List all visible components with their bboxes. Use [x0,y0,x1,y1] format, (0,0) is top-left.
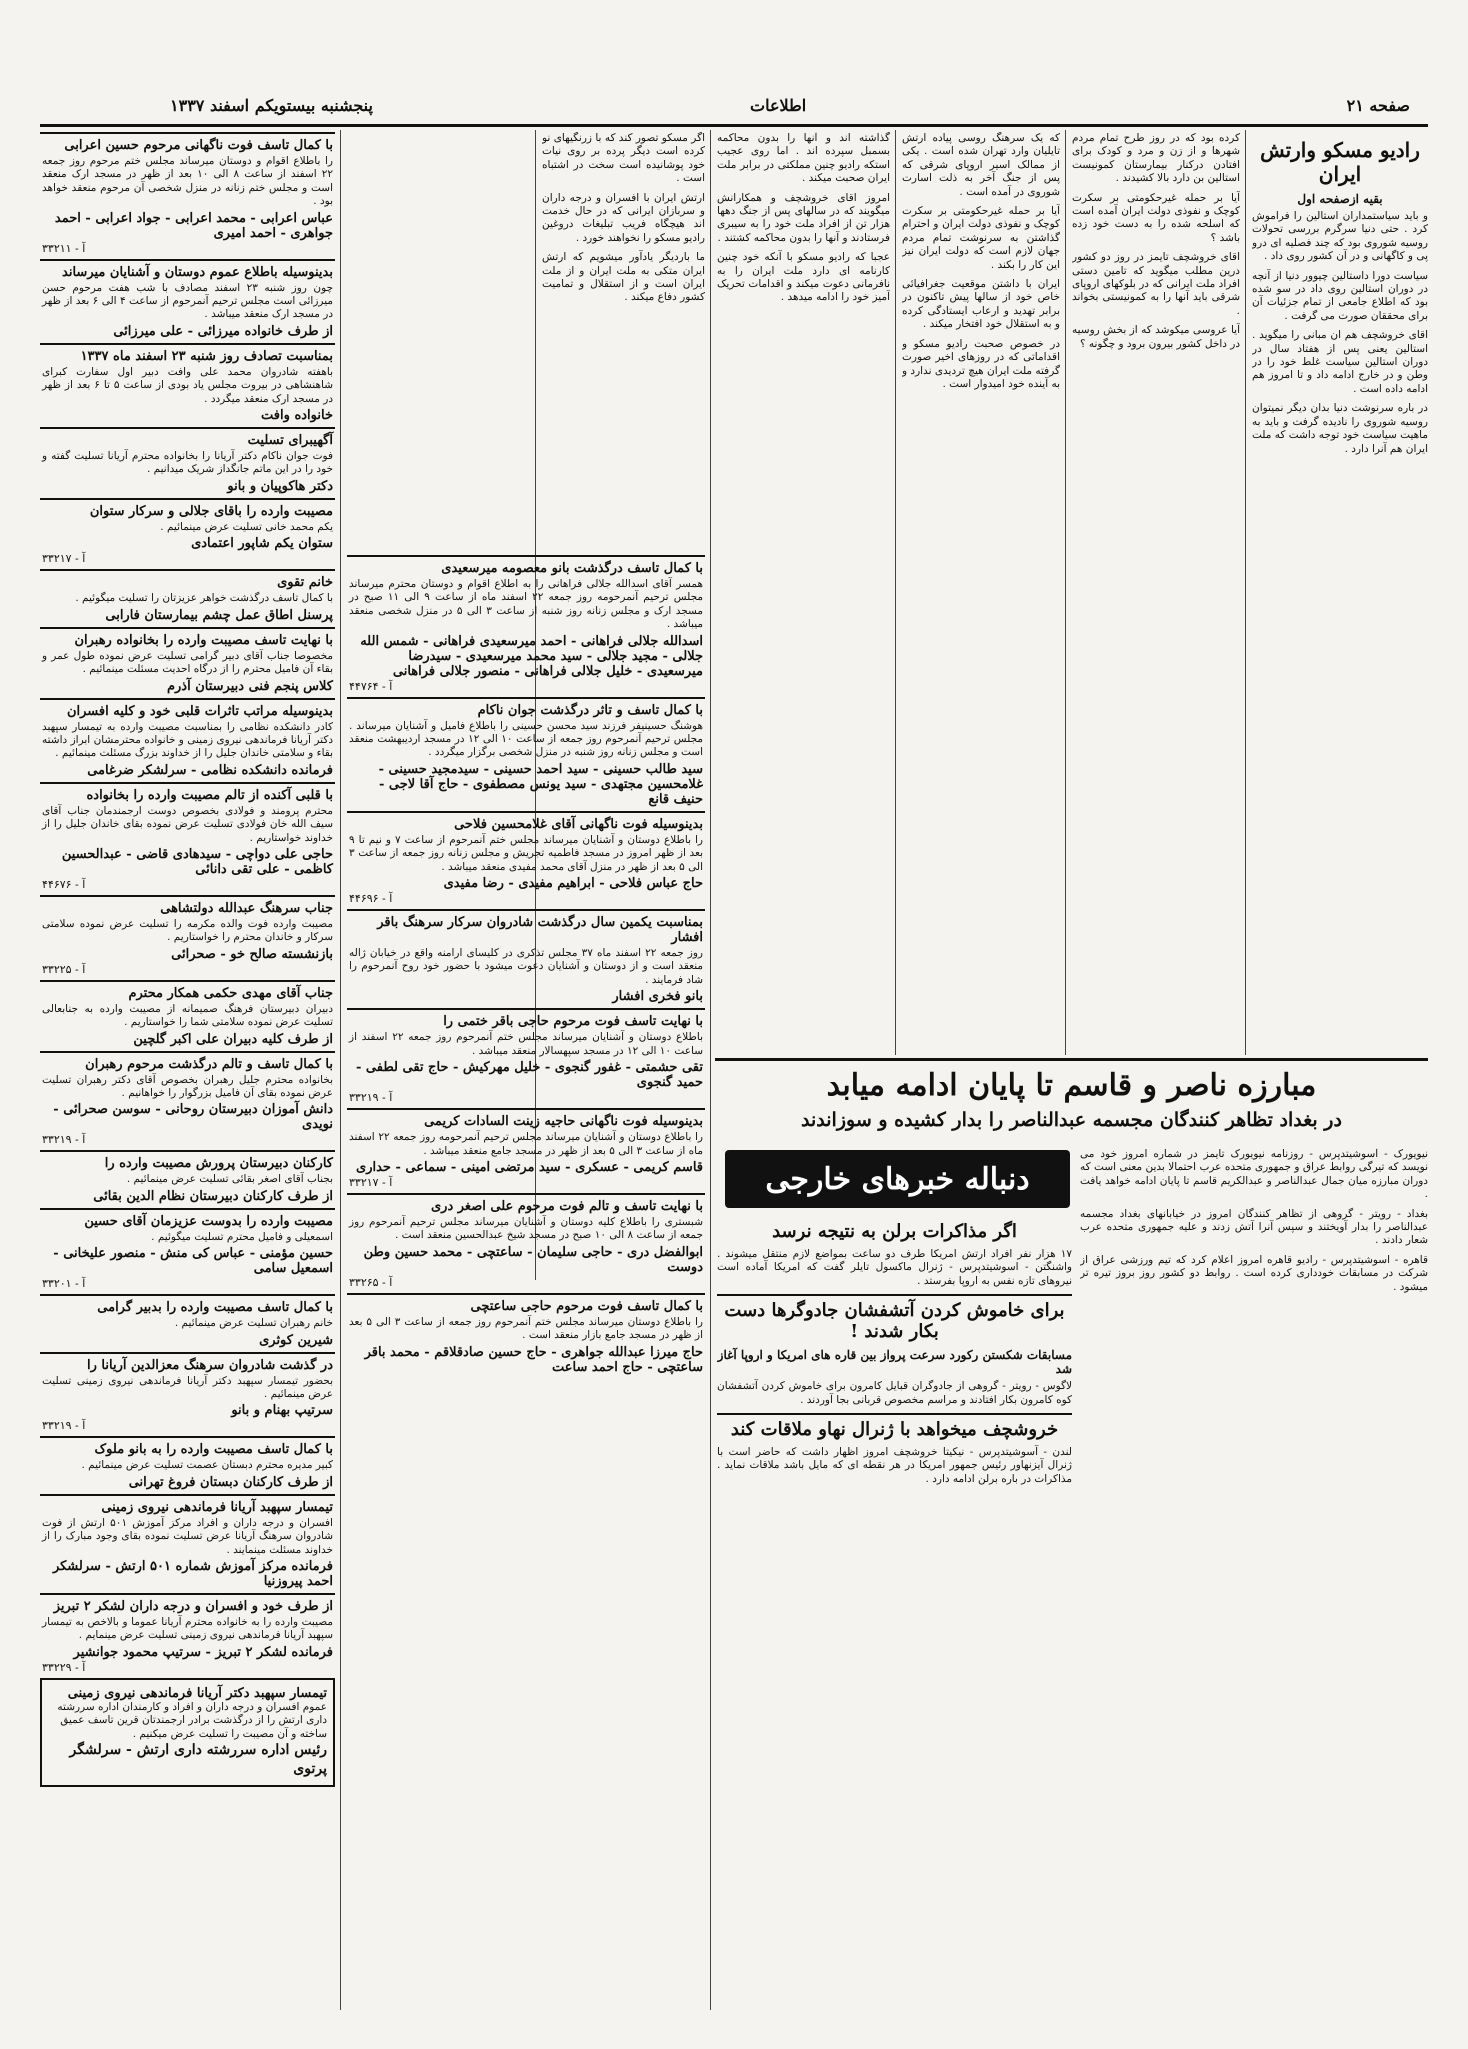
notice-body: را باطلاع اقوام و دوستان میرساند مجلس ختم مرحوم روز جمعه ۲۲ اسفند از ساعت ۸ الی ۱۰ بعد از ظهر در مسجد ارک منعقد است و مجلس ختم زنانه در منزل شخصی آن مرحوم منعقد خواهد بود . [42,155,334,208]
notice-body: افسران و درجه داران و افراد مرکز آموزش ۵۰۱ ارتش از فوت شادروان سرهنگ آریانا عرض تسلیت نموده بقای وجود مبارک را از خداوند مسئلت مینمایند . [42,1516,333,1556]
main-headline-block [715,1064,1428,1137]
notice-ref: آ - ۴۴۶۹۶ [349,892,393,906]
notice-signature: تقی حشمتی - غفور گنجوی - خلیل مهرکیش - حاج تقی لطفی - حمید گنجوی [356,1060,703,1091]
story-headline: خروشچف میخواهد با ژنرال نهاو ملاقات کند [717,1413,1072,1440]
notice-signature: دانش آموزان دبیرستان روحانی - سوسن صحرائی - نویدی [53,1102,333,1133]
foreign-news-stories [717,1215,1072,2025]
notice-signature: خانواده وافت [261,408,333,424]
column-rule [1065,130,1066,1055]
mid-article [902,132,1060,1052]
notice-title: از طرف خود و افسران و درجه داران لشکر ۲ تبریز [53,1599,333,1615]
obituary-notice [40,980,335,1051]
notice-body: فوت جوان ناکام دکتر آریانا را بخانواده محترم آریانا تسلیت گفته و خود را در این ماتم جانگداز شریک میدانیم . [42,450,333,476]
notice-signature: از طرف کارکنان دبستان فروغ تهرانی [128,1474,333,1490]
notice-title: کارکنان دبیرستان پرورش مصیبت وارده را [104,1156,333,1172]
middle-notices [347,555,705,2025]
notice-body: هوشنگ حسینیفر فرزند سید محسن حسینی را باطلاع فامیل و آشنایان میرساند . مجلس ترحیم آنمرحوم روز جمعه از ساعت ۱۰ الی ۱۲ در مسجد اردیبهشت منعقد است و مجلس زنانه روز شنبه در منزل شخصی برگزار میگردد . [349,719,703,759]
article-paragraph: ما باردیگر یادآور میشویم که ارتش ایران متکی به ملت ایران و از ملت ایران است و از استقلال و تمامیت کشور دفاع میکند . [542,251,705,304]
boxed-notice [40,1678,335,1787]
article-paragraph: اگر مسکو تصور کند که با زرنگیهای نو کرده است دیگر پرده بر روی نیات خود پوشانیده است سخت در اشتباه است . [542,132,705,185]
notice-signature: از طرف کلیه دبیران علی اکبر گلچین [133,1031,333,1047]
obituary-notice [40,895,335,980]
notice-body: کادر دانشکده نظامی را بمناسبت مصیبت وارده به تیمسار سپهبد دکتر آریانا فرماندهی نیروی زمینی و خانواده محترمشان ابراز داشته بقاء و سلامتی خاندان جلیل را از خداوند بزرگ مسئلت مینمائیم . [42,720,333,760]
col4-article [542,132,705,552]
notice-body: باهفته شادروان محمد علی وافت دبیر اول سفارت کبرای شاهنشاهی در بیروت مجلس یاد بودی از ساعت ۵ تا ۶ بعد از ظهر در مسجد ارک منعقد میگردد . [42,365,333,405]
article-paragraph: اقای خروشچف تایمز در روز دو کشور درین مطلب میگوید که تامین دستی افراد ملت ایرانی که در بلوکهای اروپای شرقی باید آنها را به کمونیستی بخواند . [1072,251,1240,317]
radio-article-title: رادیو مسکو وارتش ایران [1260,138,1420,186]
notice-signature: قاسم کریمی - عسکری - سید مرتضی امینی - سماعی - حداری [356,1159,703,1175]
radio-paragraph: و باید سیاستمداران استالین را فراموش کرد . حتی دنیا سرگرم بررسی تحولات روسیه شوروی بود که چند فصلیه ای درو پی و کاگهانی و در آن کشور روی داد . [1252,210,1428,263]
left-notices [40,132,335,2017]
obituary-notice [40,782,335,895]
notice-signature: کلاس پنجم فنی دبیرستان آذرم [166,678,333,694]
radio-article [1252,132,1428,1052]
notice-signature: حاج عباس فلاحی - ابراهیم مفیدی - رضا مفیدی [443,876,703,892]
notice-body: محترم پرومند و فولادی بخصوص دوست ارجمندمان جناب آقای سیف الله خان فولادی تسلیت عرض نموده بقای خاندان جلیل را از خداوند خواستاریم . [42,804,333,844]
obituary-notice [347,555,705,697]
notice-title: با نهایت تاسف فوت مرحوم حاجی باقر ختمی را [443,1014,703,1030]
notice-ref: آ - ۳۳۲۲۹ [42,1660,86,1674]
notice-signature: پرسنل اطاق عمل چشم بیمارستان فارابی [105,607,333,623]
notice-body: شبستری را باطلاع کلیه دوستان و آشنایان میرساند مجلس ترحیم آنمرحوم روز جمعه از ساعت ۸ الی ۱۰ صبح در مسجد شیخ عبدالحسین منعقد است . [349,1215,703,1242]
obituary-notice [347,909,705,1008]
notice-body: روز جمعه ۲۲ اسفند ماه ۳۷ مجلس تذکری در کلیسای ارامنه واقع در خیابان ژاله منعقد است و از دوستان و آشنایان دعوت میشود با حضور خود روح آنمرحوم را شاد فرمایند . [349,947,703,986]
notice-body: را باطلاع دوستان و آشنایان میرساند مجلس ترحیم آنمرحومه روز جمعه ۲۲ اسفند ماه از ساعت ۳ الی ۵ بعد از ظهر در مسجد جامع منعقد میباشد . [349,1131,703,1157]
notice-signature: عباس اعرابی - محمد اعرابی - جواد اعرابی - احمد جواهری - احمد امیری [54,210,333,241]
obituary-notice [347,1193,705,1293]
notice-body: مصیبت وارده فوت والده مکرمه را تسلیت عرض نموده سلامتی سرکار و خاندان محترم را خواستاریم . [42,917,333,944]
notice-title: با کمال تاسف و تاثر درگذشت جوان ناکام [477,702,703,718]
notice-ref: آ - ۳۳۲۱۱ [42,241,86,255]
obituary-notice [347,697,705,811]
notice-title: خانم تقوی [277,575,333,591]
obituary-notice [40,627,335,698]
notice-ref: آ - ۳۳۲۱۹ [42,1419,86,1433]
obituary-notice [40,1494,335,1593]
notice-signature: سرتیپ بهنام و بانو [231,1403,333,1419]
notice-signature: فرمانده لشکر ۲ تبریز - سرتیپ محمود جوانشیر [73,1644,333,1660]
article-paragraph: آیا بر حمله غیرحکومتی بر سکرت کوچک و نفوذی دولت ایران و احترام گذاشتن به سرنوشت تمام مردم جهان لازم است که دولت ایران نیز این کار را بکند . [902,205,1060,271]
notice-title: بدینوسیله باطلاع عموم دوستان و آشنایان میرساند [62,264,333,280]
notice-signature: ستوان یکم شاپور اعتمادی [191,536,333,552]
notice-title: تیمسار سپهبد دکتر آریانا فرماندهی نیروی زمینی [67,1685,327,1701]
notice-title: بمناسبت تصادف روز شنبه ۲۳ اسفند ماه ۱۳۳۷ [80,348,333,364]
notice-signature: حاجی علی دواچی - سیدهادی قاضی - عبدالحسین کاظمی - علی تقی دانائی [61,846,333,877]
section-rule [715,1058,1428,1061]
notice-body: با کمال تاسف درگذشت خواهر عزیزتان را تسلیت میگوئیم . [75,592,333,605]
notice-body: بجناب آقای اصغر بقائی تسلیت عرض مینمائیم . [126,1173,333,1186]
story-paragraph: ۱۷ هزار نفر افراد ارتش امریکا طرف دو ساعت بمواضع لازم منتقل میشوند . واشنگتن - اسوشیتدپرس - ژنرال ماکسول تایلر گفت که امریکا آماده است نیروهای تازه نفس به اروپا بفرستد . [717,1248,1072,1287]
news-paragraph: بغداد - رویتر - گروهی از تظاهر کنندگان امروز در خیابانهای بغداد مجسمه عبدالناصر را بدار آویختند و سپس آنرا آتش زدند و علیه جمهوری متحده عرب شعار دادند . [1080,1207,1428,1247]
notice-ref: آ - ۴۴۷۶۴ [349,679,393,693]
obituary-notice [40,259,335,343]
notice-title: در گذشت شادروان سرهنگ معزالدین آریانا را [87,1357,333,1373]
story-paragraph: لندن - آسوشیتدپرس - نیکیتا خروشچف امروز اظهار داشت که حاضر است با ژنرال آیزنهاور رئیس جمهور امریکا در هر نقطه ای که مایل باشد ملاقات نماید . مذاکرات در باره برلن ادامه دارد . [717,1446,1072,1485]
article-paragraph: ارتش ایران با افسران و درجه داران و سربازان ایرانی که در حال خدمت اند هیچگاه فریب تبلیغات دروغین رادیو مسکو را نخواهند خورد . [542,191,705,244]
notice-signature: رئیس اداره سررشته داری ارتش - سرلشگر پرتوی [69,1742,327,1778]
obituary-notice [40,1436,335,1493]
notice-signature: حاج میرزا عبدالله جواهری - حاج حسین صادقلاقم - محمد باقر ساعتچی - حاج احمد ساعت [364,1344,703,1375]
notice-title: با کمال تاسف درگذشت بانو معصومه میرسعیدی [441,561,703,576]
foreign-news-column [1080,1148,1428,2028]
notice-body: مصیبت وارده را به خانواده محترم آریانا عموما و بالاخص به تیمسار سپهبد آریانا فرماندهی نیروی زمینی تسلیت عرض مینمایم . [42,1616,333,1642]
article-paragraph: امروز اقای خروشچف و همکارانش میگویند که در سالهای پس از جنگ دهها هزار تن از افراد ملت خود را به سیبری فرستادند و آنها را بدون محاکمه کشتند . [717,191,890,244]
article-paragraph: آیا عروسی میکوشد که از بخش روسیه در داخل کشور بیرون برود و چگونه ؟ [1072,324,1240,350]
notice-title: با قلبی آکنده از تالم مصیبت وارده را بخانواده [86,787,333,803]
notice-body: دبیران دبیرستان فرهنگ صمیمانه از مصیبت وارده به جنابعالی تسلیت عرض نموده سلامتی شما را خواستاریم . [42,1002,333,1029]
notice-title: تیمسار سپهبد آریانا فرماندهی نیروی زمینی [101,1499,333,1515]
notice-title: آگهیبرای تسلیت [247,433,333,449]
notice-title: با نهایت تاسف مصیبت وارده را بخانواده رهبران [74,632,333,648]
radio-paragraph: در باره سرنوشت دنیا بدان دیگر نمیتوان روسیه شوروی را نادیده گرفت و باید به ماهیت سیاست خود توجه داشت که ملت ایران هم آنرا دارد . [1252,402,1428,455]
article-paragraph: که یک سرهنگ روسی پیاده ارتش تایلیان وارد تهران شده است . یکی از ممالک اسیر اروپای شرقی که پس از جنگ آخر به ذلت اسارت شوروی در آمده است . [902,132,1060,198]
notice-signature: از طرف خانواده میرزائی - علی میرزائی [113,323,333,339]
column-rule [340,130,341,2010]
notice-signature: اسدالله جلالی فراهانی - احمد میرسعیدی فراهانی - شمس الله جلالی - مجید جلالی - سید محمد میرسعیدی - سیدرضا میرسعیدی - خلیل جلالی فراهانی - منصور جلالی فراهانی [360,633,703,679]
radio-paragraph: سیاست دورا داستالین چیوور دنیا از آنچه در دوران استالین روی داد در سو شده بود که اطلاع جامعی از تمام جزئیات آن برای محققان صورت می گرفت . [1252,269,1428,322]
notice-ref: آ - ۳۳۲۲۵ [42,962,86,976]
notice-body: عموم افسران و درجه داران و افراد و کارمندان اداره سررشته داری ارتش را از درگذشت برادر ارجمندتان قرین تاسف عمیق ساخته و آن مصیبت را تسلیت عرض میکنیم . [57,1700,327,1740]
obituary-notice [40,698,335,782]
notice-signature: بازنشسته صالح خو - صحرائی [171,946,333,962]
notice-title: با کمال تاسف و تالم درگذشت مرحوم رهبران [85,1056,333,1072]
notice-body: همسر آقای اسدالله جلالی فراهانی را به اطلاع اقوام و دوستان محترم میرساند مجلس ترحیم آنمرحومه روز جمعه ۲۲ اسفند ماه از ساعت ۹ الی ۱۱ صبح در مسجد ارک و مجلس زنانه روز شنبه از ساعت ۳ الی ۵ در منزل شخصی منعقد میباشد . [349,578,703,631]
article-paragraph: عجبا که رادیو مسکو با آنکه خود چنین کارنامه ای دارد ملت ایران را به نافرمانی دعوت میکند و اقدامات تحریک آمیز خود را ادامه میدهد . [717,251,890,304]
obituary-notice [40,427,335,498]
notice-signature: حسین مؤمنی - عباس کی منش - منصور علیخانی - اسمعیل سامی [53,1246,333,1277]
obituary-notice [40,569,335,626]
article-paragraph: در خصوص صحبت رادیو مسکو و اقداماتی که در روزهای اخیر صورت گرفته ملت ایران هیچ تردیدی ندارد و به آینده خود امیدوار است . [902,337,1060,390]
notice-ref: آ - ۳۳۲۱۷ [349,1175,393,1189]
notice-signature: از طرف کارکنان دبیرستان نظام الدین بقائی [93,1188,333,1204]
notice-body: را باطلاع دوستان و آشنایان میرساند مجلس ختم آنمرحوم از ساعت ۷ و نیم تا ۹ بعد از ظهر امروز در مسجد فاطمیه تجریش و مجلس زنانه روز جمعه از ساعت ۳ الی ۵ بعد از ظهر در منزل آقای محمد مفیدی منعقد میباشد . [349,833,704,873]
newspaper-name: اطلاعات [750,96,807,115]
article-paragraph: کرده بود که در روز طرح تمام مردم شهرها و از زن و مرد و کودک برای افتادن درکنار بیمارستان کمونیست استالین بن دارد بالا کشیدند . [1072,132,1240,185]
notice-ref: آ - ۴۴۶۷۶ [42,877,86,891]
notice-title: با کمال تاسف فوت ناگهانی مرحوم حسین اعرابی [64,138,333,153]
notice-title: بدینوسیله مراتب تاثرات قلبی خود و کلیه افسران [66,703,333,719]
story-headline: برای خاموش کردن آتشفشان جادوگرها دست بکار شدند ! [717,1294,1072,1342]
notice-body: کبیر مدیره محترم دبستان عصمت تسلیت عرض مینمائیم . [81,1459,333,1472]
notice-body: اسمعیلی و فامیل محترم تسلیت میگوئیم . [151,1230,333,1243]
notice-body: بخانواده محترم جلیل رهبران بخصوص آقای دکتر رهبران تسلیت عرض نموده بقای آن فامیل بزرگوار را خواهانیم . [42,1073,333,1099]
obituary-notice [347,811,705,909]
notice-title: بدینوسیله فوت ناگهانی حاجیه زینت السادات کریمی [424,1114,703,1130]
main-headline: مبارزه ناصر و قاسم تا پایان ادامه میابد [826,1068,1317,1103]
obituary-notice [347,1293,705,1379]
news-paragraph: قاهره - اسوشیتدپرس - رادیو قاهره امروز اعلام کرد که تیم ورزشی عراق از شرکت در مسابقات خودداری کرده است . روابط دو کشور روز بروز تیره تر میشود . [1080,1253,1428,1293]
obituary-notice [40,1593,335,1678]
obituary-notice [40,498,335,569]
continued-label: بقیه ازصفحه اول [1297,192,1383,206]
notice-title: مصیبت وارده را بدوست عزیزمان آقای حسین [84,1213,333,1229]
obituary-notice [40,1150,335,1207]
notice-body: را باطلاع دوستان میرساند مجلس ختم آنمرحوم روز جمعه از ساعت ۳ الی ۵ بعد از ظهر در مسجد جامع بازار منعقد است . [349,1315,703,1342]
notice-signature: دکتر هاکوپیان و بانو [227,478,333,494]
notice-ref: آ - ۳۳۲۰۱ [42,1277,86,1291]
obituary-notice [40,1051,335,1151]
notice-title: جناب آقای مهدی حکمی همکار محترم [128,985,333,1001]
article-paragraph: گذاشته اند و آنها را بدون محاکمه بسمبل سپرده اند . اما روی عجیب استکه رادیو چنین مملکتی در برابر ملت ایران صحبت میکند . [717,132,890,185]
notice-body: خانم رهبران تسلیت عرض مینمائیم . [174,1317,333,1330]
foreign-news-banner: دنباله خبرهای خارجی [725,1150,1070,1208]
notice-signature: سید طالب حسینی - سید احمد حسینی - سیدمجید حسینی - غلامحسین مجتهدی - سید یونس مصطفوی - حاج آقا لاجی - حنیف قانع [378,761,703,807]
notice-signature: بانو فخری افشار [612,989,703,1005]
notice-title: بدینوسیله فوت ناگهانی آقای غلامحسین فلاحی [454,816,703,832]
notice-signature: ابوالفضل دری - حاجی سلیمان - ساعتچی - محمد حسین وطن دوست [363,1244,703,1275]
radio-paragraph: اقای خروشچف هم ان مبانی را میگوید . استالین یعنی پس از هفتاد سال در دوران استالین سیاست غلط خود را در وطن و در خارج ادامه داد و تا امروز هم ادامه داده است . [1252,329,1428,395]
morale-article [1072,132,1240,1052]
notice-ref: آ - ۳۳۲۱۹ [349,1091,393,1105]
article-paragraph: آیا بر حمله غیرحکومتی بر سکرت کوچک و نفوذی دولت ایران آمده است که اسلحه شده را به دست خود زده باشد ؟ [1072,191,1240,244]
notice-signature: شیرین کوثری [259,1332,333,1348]
obituary-notice [40,343,335,427]
obituary-notice [40,1208,335,1294]
page-number: صفحه ۲۱ [1346,96,1410,115]
obituary-notice [40,1352,335,1437]
story-headline: اگر مذاکرات برلن به نتیجه نرسد [772,1221,1017,1242]
story-paragraph: لاگوس - رویتر - گروهی از جادوگران قبایل کامرون برای خاموش کردن آتشفشان کوه کامرون بکار افتادند و مراسم مخصوص قربانی بجا آوردند . [717,1380,1072,1406]
notice-title: با نهایت تاسف و تالم فوت مرحوم علی اصغر دری [430,1198,703,1214]
header-rule [40,124,1428,127]
obituary-notice [40,1294,335,1351]
news-paragraph: نیویورک - آسوشیتدپرس - روزنامه نیویورک تایمز در شماره امروز خود می نویسد که تیرگی روابط عراق و جمهوری متحده عرب احتمالا بدین معنی است که دوران مبارزه میان جمال عبدالناصر و عبدالکریم قاسم تا پایان ادامه خواهد یافت . [1080,1148,1428,1201]
column-rule [1245,130,1246,1055]
notice-title: با کمال تاسف فوت مرحوم حاجی ساعتچی [470,1298,703,1314]
notice-ref: آ - ۳۳۲۱۹ [42,1133,86,1147]
article-paragraph: ایران با داشتن موقعیت جغرافیائی خاص خود از سالها پیش تاکنون در برابر تهدید و ارعاب ایستادگی کرده و به استقلال خود افتخار میکند . [902,278,1060,331]
notice-signature: فرمانده مرکز آموزش شماره ۵۰۱ ارتش - سرلشکر احمد پیروزنیا [52,1559,333,1590]
notice-title: با کمال تاسف مصیبت وارده را به بانو ملوک [94,1442,333,1458]
story-subhead: مسابقات شکستن رکورد سرعت پرواز بین قاره های امریکا و اروپا آغاز شد [717,1348,1072,1377]
issue-date: پنجشنبه بیستویکم اسفند ۱۳۳۷ [170,96,373,115]
col3-article [717,132,890,1052]
notice-title: جناب سرهنگ عبدالله دولتشاهی [160,900,333,916]
notice-signature: فرمانده دانشکده نظامی - سرلشکر ضرغامی [87,762,333,778]
obituary-notice [347,1008,705,1108]
column-rule [895,130,896,1055]
obituary-notice [40,132,335,259]
notice-ref: آ - ۳۳۲۶۵ [349,1275,393,1289]
notice-body: باطلاع دوستان و آشنایان میرساند مجلس ختم آنمرحوم روز جمعه ۲۲ اسفند از ساعت ۱۰ الی ۱۲ در مسجد سپهسالار منعقد میباشد . [349,1031,704,1057]
notice-ref: آ - ۳۳۲۱۷ [42,552,86,566]
column-rule [710,130,711,2010]
notice-body: بحضور تیمسار سپهبد دکتر آریانا فرماندهی نیروی زمینی تسلیت عرض مینمائیم . [42,1374,333,1400]
notice-title: با کمال تاسف مصیبت وارده را بدبیر گرامی [97,1300,333,1316]
notice-body: یکم محمد خانی تسلیت عرض مینمائیم . [160,520,333,533]
obituary-notice [347,1108,705,1193]
notice-body: مخصوصا جناب آقای دبیر گرامی تسلیت عرض نموده طول عمر و بقاء آن فامیل محترم را از درگاه احدیت مسئلت مینمائیم . [42,649,333,676]
notice-title: مصیبت وارده را باقای جلالی و سرکار ستوان [89,503,333,519]
page-header [40,92,1428,124]
sub-headline: در بغداد تظاهر کنندگان مجسمه عبدالناصر را بدار کشیده و سوزاندند [801,1109,1342,1131]
notice-body: چون روز شنبه ۲۳ اسفند مصادف با شب هفت مرحوم حسن میرزائی است مجلس ترحیم آنمرحوم از ساعت ۴ الی ۶ بعد از ظهر در مسجد ارک منعقد میباشد . [42,281,333,321]
notice-title: بمناسبت یکمین سال درگذشت شادروان سرکار سرهنگ باقر افشار [377,915,703,946]
